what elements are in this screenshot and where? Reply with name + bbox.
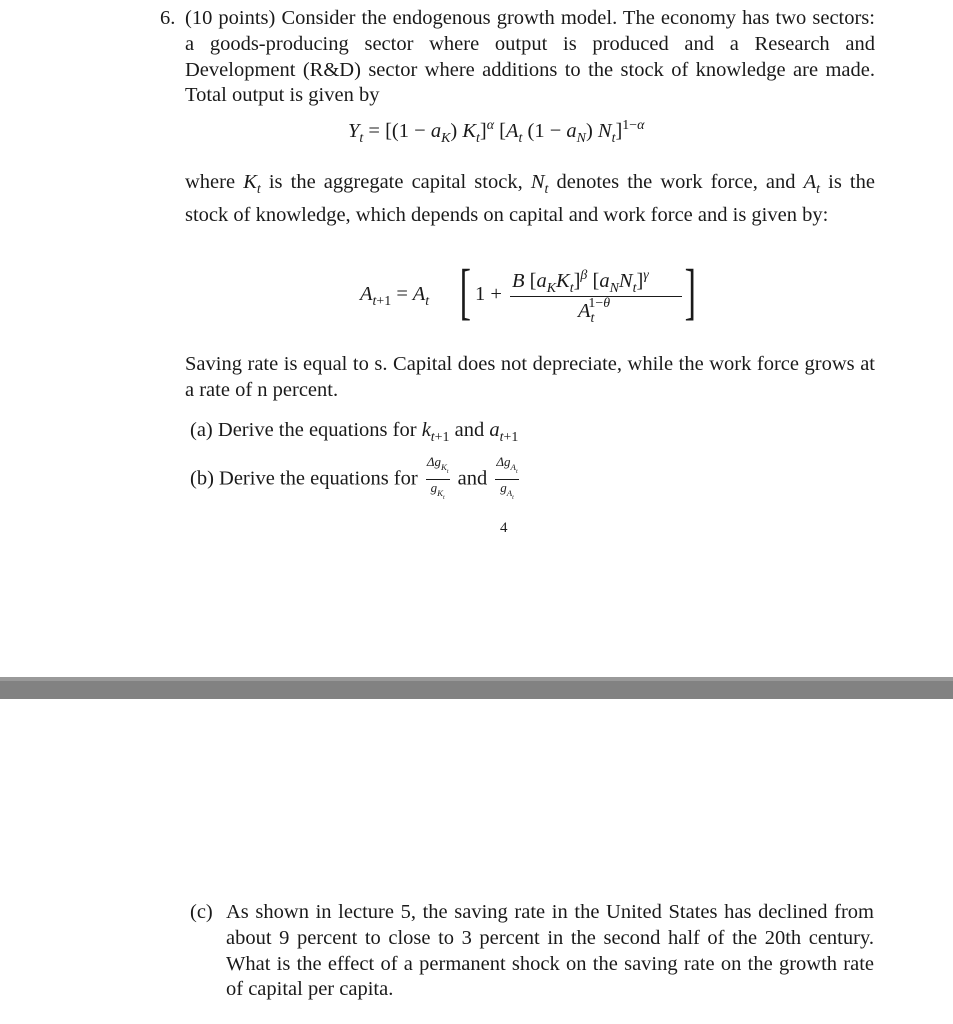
page-number: 4 bbox=[500, 520, 508, 536]
one-plus: 1 + bbox=[475, 283, 502, 305]
page-separator bbox=[0, 677, 953, 699]
part-b: (b) Derive the equations for $\frac{\Delta g_{K_t}}{g_{K_t}}$ and $\frac{\Delta g_{A_t}}{g_{A_t}}$ bbox=[190, 455, 522, 505]
question-intro: (10 points) Consider the endogenous growth model. The economy has two sectors: a goods-producing sector where output is produced and a Research and Development (R&D) sector where additions to the stock of knowledge are made. Total output is given by bbox=[185, 7, 875, 107]
left-bracket: [ bbox=[459, 258, 472, 326]
knowledge-equation: $A_{t+1} = A_t$ bbox=[360, 283, 430, 310]
definitions-paragraph: where $K_t$ is the aggregate capital stock, $N_t$ denotes the work force, and $A_t$ is the stock of knowledge, which depends on capital and work force and is given by: bbox=[185, 171, 875, 226]
saving-paragraph: Saving rate is equal to s. Capital does not depreciate, while the work force grows at a rate of n percent. bbox=[185, 353, 875, 401]
fraction-denominator: $A_t^{1-\theta}$ bbox=[578, 296, 611, 326]
question-number: 6. bbox=[160, 7, 176, 29]
part-a: (a) Derive the equations for $k_{t+1}$ and $a_{t+1}$ bbox=[190, 419, 519, 446]
fraction-numerator: B $[a_KK_t]^\beta$ $[a_NN_t]^\gamma$ bbox=[512, 268, 649, 296]
part-c-text: As shown in lecture 5, the saving rate in the United States has declined from about 9 percent to close to 3 percent in the second half of the 20th century. What is the effect of a permanent shock on the saving rate on the growth rate of capital per capita. bbox=[226, 901, 874, 1001]
right-bracket: ] bbox=[684, 258, 697, 326]
output-equation: $Y_t = [(1 - a_K)$ $K_t]^\alpha$ [$A_t$ $(1 - a_N)$ $N_t]^{1-\alpha}$ bbox=[348, 118, 645, 146]
growth-k-fraction: $\frac{\Delta g_{K_t}}{g_{K_t}}$ bbox=[426, 454, 449, 501]
part-c-label: (c) bbox=[190, 901, 213, 923]
growth-a-fraction: $\frac{\Delta g_{A_t}}{g_{A_t}}$ bbox=[496, 454, 518, 501]
